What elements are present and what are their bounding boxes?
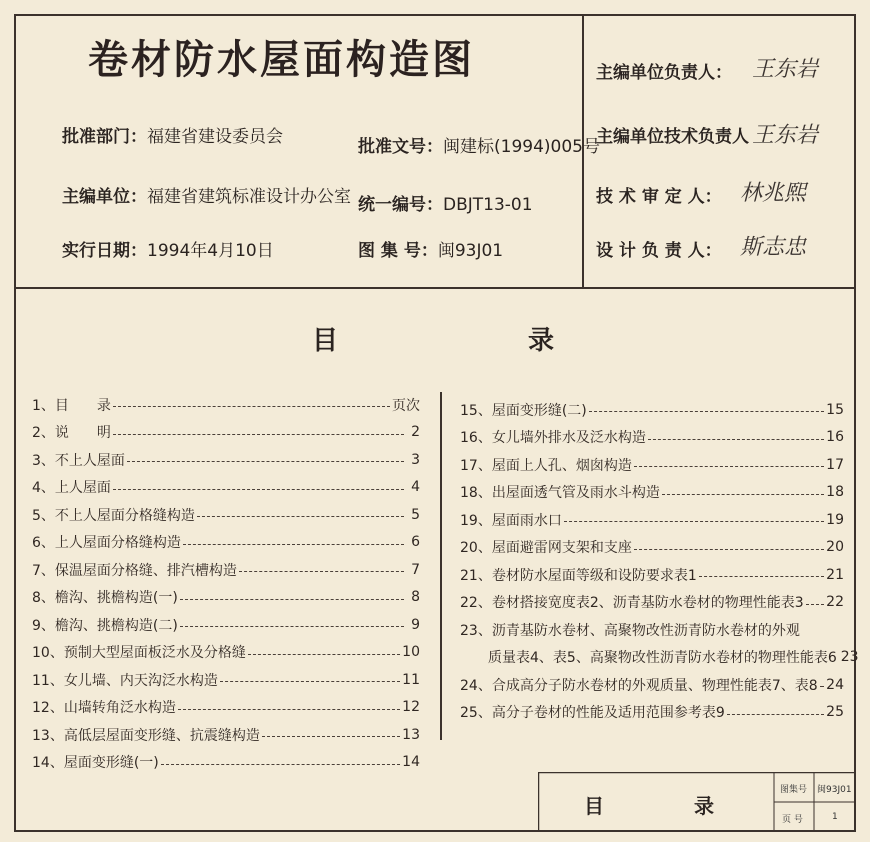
responsible-label-2: 主编单位技术负责人 [596, 127, 749, 147]
toc-item-14[interactable]: 14、屋面变形缝(一) 14 [32, 754, 420, 772]
toc-item-2[interactable]: 2、说 明 2 [32, 424, 420, 442]
unified-number: 统一编号：DBJT13-01 [358, 195, 533, 215]
toc-item-9[interactable]: 9、檐沟、挑檐构造(二) 9 [32, 616, 420, 634]
signature-4: 斯志忠 [740, 235, 807, 260]
title-block [538, 772, 856, 832]
toc-heading-right: 录 [528, 326, 555, 356]
responsible-label-1: 主编单位负责人： [596, 63, 732, 83]
toc-item-1[interactable]: 1、目 录 页次 [32, 397, 420, 414]
header-separator [14, 287, 856, 289]
toc-item-11[interactable]: 11、女儿墙、内天沟泛水构造 11 [32, 671, 420, 689]
toc-item-3[interactable]: 3、不上人屋面 3 [32, 451, 420, 469]
toc-item-8[interactable]: 8、檐沟、挑檐构造(一) 8 [32, 589, 420, 607]
toc-item-22[interactable]: 22、卷材搭接宽度表2、沥青基防水卷材的物理性能表3 22 [460, 594, 844, 612]
toc-item-23-cont[interactable]: 质量表4、表5、高聚物改性沥青防水卷材的物理性能表6 23 [460, 649, 859, 667]
toc-item-7[interactable]: 7、保温屋面分格缝、排汽槽构造 7 [32, 561, 420, 579]
title-block-page-value: 1 [832, 812, 838, 822]
responsible-label-3: 技 术 审 定 人： [596, 187, 722, 207]
toc-right-column [460, 396, 859, 726]
toc-item-4[interactable]: 4、上人屋面 4 [32, 479, 420, 497]
toc-item-19[interactable]: 19、屋面雨水口 19 [460, 511, 844, 529]
title-block-name-right: 录 [694, 794, 714, 818]
title-block-name-left: 目 [584, 794, 604, 818]
page-title: 卷材防水屋面构造图 [88, 36, 475, 83]
toc-item-21[interactable]: 21、卷材防水屋面等级和设防要求表1 21 [460, 566, 844, 584]
effective-date: 实行日期：1994年4月10日 [62, 241, 274, 261]
signature-3: 林兆熙 [740, 181, 807, 206]
toc-item-18[interactable]: 18、出屋面透气管及雨水斗构造 18 [460, 484, 844, 502]
title-block-atlas-value: 闽93J01 [817, 785, 852, 795]
responsible-label-4: 设 计 负 责 人： [596, 241, 722, 261]
toc-divider [440, 392, 442, 740]
atlas-number: 图 集 号：闽93J01 [358, 241, 504, 261]
toc-item-12[interactable]: 12、山墙转角泛水构造 12 [32, 699, 420, 717]
signature-1: 王东岩 [752, 57, 819, 82]
title-block-atlas-label: 图集号 [780, 785, 808, 795]
title-block-page-label: 页 号 [782, 815, 803, 825]
toc-item-5[interactable]: 5、不上人屋面分格缝构造 5 [32, 506, 420, 524]
approval-dept: 批准部门：福建省建设委员会 [62, 127, 283, 147]
editor-unit: 主编单位：福建省建筑标准设计办公室 [62, 187, 351, 207]
toc-heading-left: 目 [312, 326, 339, 356]
toc-left-column [32, 391, 420, 776]
toc-item-23[interactable]: 23、沥青基防水卷材、高聚物改性沥青防水卷材的外观 [460, 622, 800, 639]
toc-item-13[interactable]: 13、高低层屋面变形缝、抗震缝构造 13 [32, 726, 420, 744]
signature-2: 王东岩 [752, 123, 819, 148]
toc-item-15[interactable]: 15、屋面变形缝(二) 15 [460, 401, 844, 419]
toc-item-10[interactable]: 10、预制大型屋面板泛水及分格缝 10 [32, 644, 420, 662]
toc-item-6[interactable]: 6、上人屋面分格缝构造 6 [32, 534, 420, 552]
toc-item-20[interactable]: 20、屋面避雷网支架和支座 20 [460, 539, 844, 557]
approval-doc: 批准文号：闽建标(1994)005号 [358, 137, 600, 157]
toc-item-24[interactable]: 24、合成高分子防水卷材的外观质量、物理性能表7、表8 24 [460, 676, 844, 694]
toc-item-25[interactable]: 25、高分子卷材的性能及适用范围参考表9 25 [460, 704, 844, 722]
toc-item-16[interactable]: 16、女儿墙外排水及泛水构造 16 [460, 429, 844, 447]
toc-item-17[interactable]: 17、屋面上人孔、烟囱构造 17 [460, 456, 844, 474]
